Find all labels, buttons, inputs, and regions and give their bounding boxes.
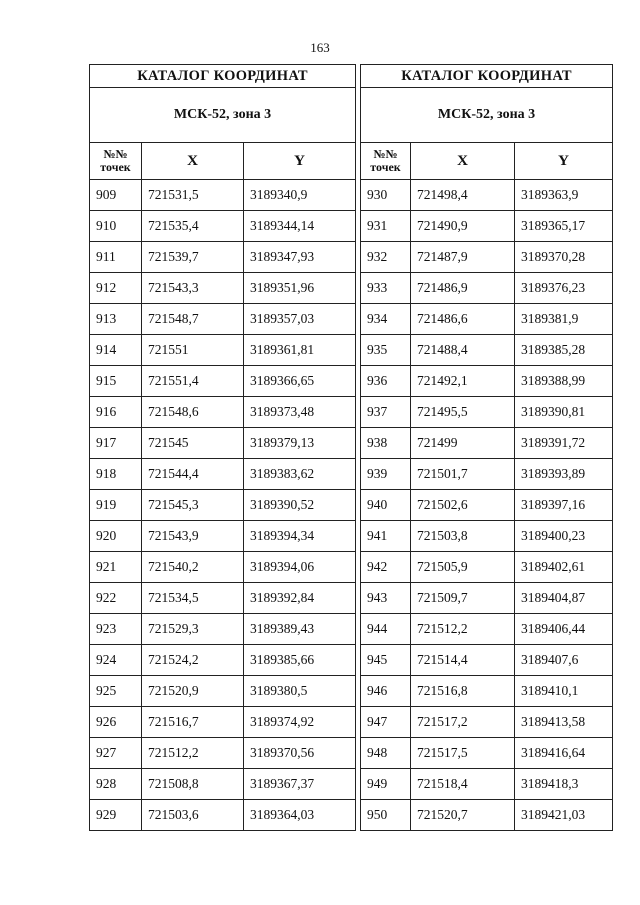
y-coordinate-cell: 3189361,81 <box>244 335 356 366</box>
y-coordinate-cell: 3189374,92 <box>244 707 356 738</box>
point-number-cell: 949 <box>361 769 411 800</box>
catalog-title: КАТАЛОГ КООРДИНАТ <box>361 65 613 88</box>
y-coordinate-cell: 3189364,03 <box>244 800 356 831</box>
table-row <box>90 645 356 676</box>
coordinate-catalog-table-right <box>360 64 613 831</box>
x-coordinate-cell: 721502,6 <box>411 490 515 521</box>
x-coordinate-cell: 721503,6 <box>142 800 244 831</box>
x-coordinate-cell: 721505,9 <box>411 552 515 583</box>
y-coordinate-cell: 3189402,61 <box>515 552 613 583</box>
y-coordinate-cell: 3189390,52 <box>244 490 356 521</box>
y-coordinate-cell: 3189367,37 <box>244 769 356 800</box>
x-coordinate-cell: 721548,6 <box>142 397 244 428</box>
x-coordinate-cell: 721517,5 <box>411 738 515 769</box>
point-number-cell: 914 <box>90 335 142 366</box>
x-coordinate-cell: 721517,2 <box>411 707 515 738</box>
x-coordinate-cell: 721488,4 <box>411 335 515 366</box>
table-row <box>361 676 613 707</box>
y-coordinate-cell: 3189410,1 <box>515 676 613 707</box>
table-row <box>90 211 356 242</box>
y-coordinate-cell: 3189385,66 <box>244 645 356 676</box>
y-coordinate-cell: 3189351,96 <box>244 273 356 304</box>
y-coordinate-cell: 3189413,58 <box>515 707 613 738</box>
table-row <box>361 521 613 552</box>
table-row <box>361 242 613 273</box>
point-number-cell: 935 <box>361 335 411 366</box>
point-number-cell: 936 <box>361 366 411 397</box>
x-coordinate-cell: 721524,2 <box>142 645 244 676</box>
column-header-row <box>361 143 613 180</box>
point-number-cell: 929 <box>90 800 142 831</box>
point-number-cell: 924 <box>90 645 142 676</box>
table-row <box>361 304 613 335</box>
table-row <box>90 769 356 800</box>
y-coordinate-cell: 3189394,06 <box>244 552 356 583</box>
y-header: Y <box>515 143 613 180</box>
x-coordinate-cell: 721543,9 <box>142 521 244 552</box>
y-coordinate-cell: 3189385,28 <box>515 335 613 366</box>
y-coordinate-cell: 3189397,16 <box>515 490 613 521</box>
coordinate-system-row <box>361 88 613 143</box>
table-row <box>90 490 356 521</box>
y-coordinate-cell: 3189373,48 <box>244 397 356 428</box>
point-number-cell: 920 <box>90 521 142 552</box>
x-coordinate-cell: 721516,7 <box>142 707 244 738</box>
point-number-cell: 931 <box>361 211 411 242</box>
table-row <box>361 211 613 242</box>
catalog-title-row <box>361 65 613 88</box>
table-row <box>90 304 356 335</box>
y-coordinate-cell: 3189383,62 <box>244 459 356 490</box>
x-coordinate-cell: 721551 <box>142 335 244 366</box>
point-number-cell: 932 <box>361 242 411 273</box>
point-number-cell: 941 <box>361 521 411 552</box>
y-coordinate-cell: 3189416,64 <box>515 738 613 769</box>
x-coordinate-cell: 721486,6 <box>411 304 515 335</box>
x-coordinate-cell: 721518,4 <box>411 769 515 800</box>
table-row <box>361 614 613 645</box>
x-coordinate-cell: 721545,3 <box>142 490 244 521</box>
x-coordinate-cell: 721508,8 <box>142 769 244 800</box>
y-coordinate-cell: 3189366,65 <box>244 366 356 397</box>
point-number-cell: 912 <box>90 273 142 304</box>
y-coordinate-cell: 3189393,89 <box>515 459 613 490</box>
page-number: 163 <box>310 40 330 55</box>
table-row <box>90 180 356 211</box>
point-number-cell: 947 <box>361 707 411 738</box>
table-row <box>90 552 356 583</box>
table-row <box>90 397 356 428</box>
table-row <box>361 428 613 459</box>
point-number-cell: 946 <box>361 676 411 707</box>
table-row <box>90 335 356 366</box>
y-coordinate-cell: 3189344,14 <box>244 211 356 242</box>
x-coordinate-cell: 721534,5 <box>142 583 244 614</box>
y-coordinate-cell: 3189380,5 <box>244 676 356 707</box>
point-number-cell: 933 <box>361 273 411 304</box>
x-coordinate-cell: 721539,7 <box>142 242 244 273</box>
point-number-cell: 911 <box>90 242 142 273</box>
y-coordinate-cell: 3189347,93 <box>244 242 356 273</box>
point-number-cell: 934 <box>361 304 411 335</box>
y-coordinate-cell: 3189407,6 <box>515 645 613 676</box>
table-row <box>90 428 356 459</box>
point-number-cell: 909 <box>90 180 142 211</box>
point-number-cell: 925 <box>90 676 142 707</box>
coordinate-system: МСК-52, зона 3 <box>90 88 356 143</box>
point-number-cell: 930 <box>361 180 411 211</box>
y-coordinate-cell: 3189400,23 <box>515 521 613 552</box>
x-coordinate-cell: 721509,7 <box>411 583 515 614</box>
table-row <box>361 645 613 676</box>
table-row <box>361 180 613 211</box>
x-coordinate-cell: 721512,2 <box>411 614 515 645</box>
catalog-title-row <box>90 65 356 88</box>
table-row <box>90 800 356 831</box>
table-row <box>361 335 613 366</box>
table-row <box>90 273 356 304</box>
y-coordinate-cell: 3189389,43 <box>244 614 356 645</box>
point-number-cell: 910 <box>90 211 142 242</box>
x-coordinate-cell: 721490,9 <box>411 211 515 242</box>
y-coordinate-cell: 3189418,3 <box>515 769 613 800</box>
x-coordinate-cell: 721512,2 <box>142 738 244 769</box>
table-row <box>361 738 613 769</box>
coordinate-system-row <box>90 88 356 143</box>
point-number-cell: 923 <box>90 614 142 645</box>
y-coordinate-cell: 3189340,9 <box>244 180 356 211</box>
x-coordinate-cell: 721495,5 <box>411 397 515 428</box>
point-number-cell: 945 <box>361 645 411 676</box>
x-header: X <box>142 143 244 180</box>
catalog-title: КАТАЛОГ КООРДИНАТ <box>90 65 356 88</box>
y-coordinate-cell: 3189379,13 <box>244 428 356 459</box>
y-coordinate-cell: 3189394,34 <box>244 521 356 552</box>
point-number-header: №№ точек <box>90 143 142 180</box>
x-coordinate-cell: 721487,9 <box>411 242 515 273</box>
x-coordinate-cell: 721543,3 <box>142 273 244 304</box>
point-number-cell: 940 <box>361 490 411 521</box>
table-row <box>361 459 613 490</box>
x-coordinate-cell: 721520,7 <box>411 800 515 831</box>
x-header: X <box>411 143 515 180</box>
point-number-cell: 921 <box>90 552 142 583</box>
point-number-cell: 922 <box>90 583 142 614</box>
point-number-cell: 918 <box>90 459 142 490</box>
table-row <box>361 397 613 428</box>
column-header-row <box>90 143 356 180</box>
x-coordinate-cell: 721529,3 <box>142 614 244 645</box>
x-coordinate-cell: 721540,2 <box>142 552 244 583</box>
table-row <box>361 769 613 800</box>
table-row <box>361 552 613 583</box>
table-row <box>361 366 613 397</box>
x-coordinate-cell: 721520,9 <box>142 676 244 707</box>
point-number-cell: 917 <box>90 428 142 459</box>
y-coordinate-cell: 3189363,9 <box>515 180 613 211</box>
x-coordinate-cell: 721514,4 <box>411 645 515 676</box>
y-coordinate-cell: 3189381,9 <box>515 304 613 335</box>
x-coordinate-cell: 721516,8 <box>411 676 515 707</box>
table-row <box>90 242 356 273</box>
table-row <box>90 614 356 645</box>
y-coordinate-cell: 3189370,56 <box>244 738 356 769</box>
y-coordinate-cell: 3189404,87 <box>515 583 613 614</box>
table-row <box>90 583 356 614</box>
table-row <box>90 676 356 707</box>
y-coordinate-cell: 3189357,03 <box>244 304 356 335</box>
x-coordinate-cell: 721499 <box>411 428 515 459</box>
x-coordinate-cell: 721545 <box>142 428 244 459</box>
table-row <box>90 459 356 490</box>
point-number-cell: 919 <box>90 490 142 521</box>
x-coordinate-cell: 721548,7 <box>142 304 244 335</box>
x-coordinate-cell: 721535,4 <box>142 211 244 242</box>
y-coordinate-cell: 3189390,81 <box>515 397 613 428</box>
point-number-cell: 926 <box>90 707 142 738</box>
point-number-cell: 948 <box>361 738 411 769</box>
y-coordinate-cell: 3189388,99 <box>515 366 613 397</box>
x-coordinate-cell: 721498,4 <box>411 180 515 211</box>
y-coordinate-cell: 3189376,23 <box>515 273 613 304</box>
table-row <box>361 800 613 831</box>
x-coordinate-cell: 721544,4 <box>142 459 244 490</box>
point-number-cell: 915 <box>90 366 142 397</box>
y-coordinate-cell: 3189365,17 <box>515 211 613 242</box>
x-coordinate-cell: 721503,8 <box>411 521 515 552</box>
table-row <box>90 738 356 769</box>
coordinate-catalog-table-left <box>89 64 356 831</box>
point-number-cell: 942 <box>361 552 411 583</box>
point-number-cell: 927 <box>90 738 142 769</box>
table-row <box>90 521 356 552</box>
y-coordinate-cell: 3189370,28 <box>515 242 613 273</box>
y-coordinate-cell: 3189391,72 <box>515 428 613 459</box>
y-coordinate-cell: 3189406,44 <box>515 614 613 645</box>
y-header: Y <box>244 143 356 180</box>
y-coordinate-cell: 3189392,84 <box>244 583 356 614</box>
point-number-cell: 944 <box>361 614 411 645</box>
x-coordinate-cell: 721486,9 <box>411 273 515 304</box>
point-number-cell: 937 <box>361 397 411 428</box>
coordinate-system: МСК-52, зона 3 <box>361 88 613 143</box>
point-number-cell: 943 <box>361 583 411 614</box>
table-row <box>90 366 356 397</box>
point-number-header: №№ точек <box>361 143 411 180</box>
table-row <box>361 583 613 614</box>
point-number-cell: 913 <box>90 304 142 335</box>
table-row <box>90 707 356 738</box>
point-number-cell: 938 <box>361 428 411 459</box>
table-row <box>361 273 613 304</box>
x-coordinate-cell: 721551,4 <box>142 366 244 397</box>
point-number-cell: 916 <box>90 397 142 428</box>
y-coordinate-cell: 3189421,03 <box>515 800 613 831</box>
x-coordinate-cell: 721531,5 <box>142 180 244 211</box>
point-number-cell: 939 <box>361 459 411 490</box>
x-coordinate-cell: 721501,7 <box>411 459 515 490</box>
point-number-cell: 928 <box>90 769 142 800</box>
table-row <box>361 707 613 738</box>
x-coordinate-cell: 721492,1 <box>411 366 515 397</box>
table-row <box>361 490 613 521</box>
point-number-cell: 950 <box>361 800 411 831</box>
